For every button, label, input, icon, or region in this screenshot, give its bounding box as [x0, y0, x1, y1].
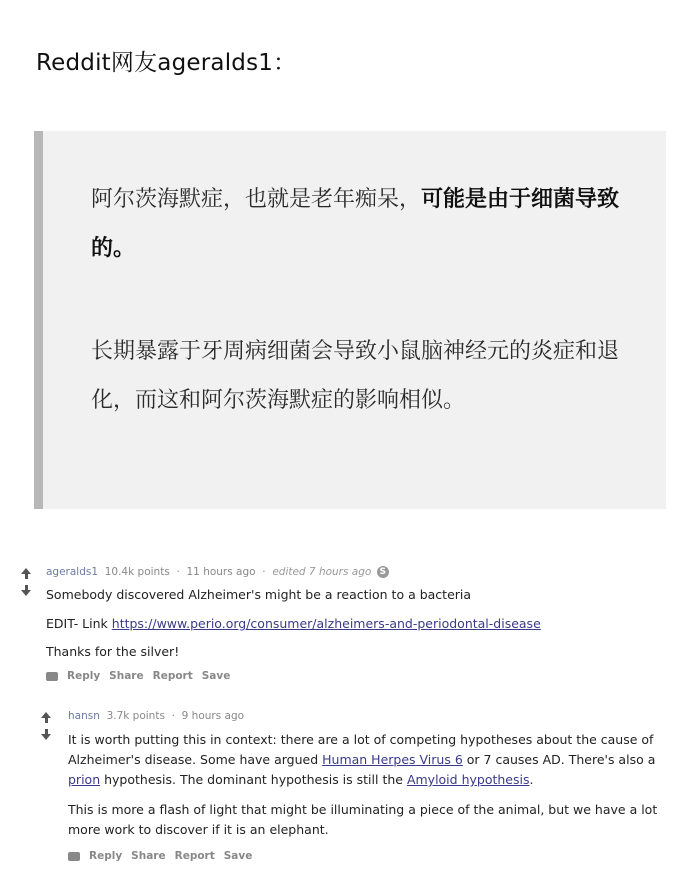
- quote-p1-normal: 阿尔茨海默症，也就是老年痴呆，: [91, 187, 422, 212]
- comment-meta: [46, 566, 389, 578]
- comment-author[interactable]: ageralds1: [46, 566, 99, 578]
- quote-paragraph-1: [91, 175, 634, 273]
- comment-paragraph-1: [68, 730, 668, 790]
- comment-bubble-icon: [46, 672, 58, 681]
- save-button[interactable]: Save: [201, 670, 231, 682]
- report-button[interactable]: Report: [174, 850, 215, 862]
- reply-button[interactable]: Reply: [67, 670, 101, 682]
- post-heading: Reddit网友ageralds1：: [36, 50, 297, 76]
- para-text: It is worth putting this in context: there are a lot of competing hypotheses about the cause of Alzheimer's disease. Some have argued: [68, 732, 654, 767]
- edit-link[interactable]: https://www.perio.org/consumer/alzheimers-and-periodontal-disease: [111, 616, 541, 631]
- report-button[interactable]: Report: [152, 670, 193, 682]
- comment-meta: [68, 710, 244, 722]
- meta-separator: ·: [262, 566, 266, 578]
- herpes-link[interactable]: Human Herpes Virus 6: [322, 752, 463, 767]
- comment-edit-line: [46, 614, 666, 634]
- para-text: or 7 causes AD. There's also a: [462, 752, 656, 767]
- meta-separator: ·: [176, 566, 180, 578]
- silver-award-icon: S: [377, 566, 389, 578]
- quote-block: [34, 131, 666, 509]
- share-button[interactable]: Share: [109, 670, 144, 682]
- upvote-arrow-icon[interactable]: [38, 712, 54, 723]
- save-button[interactable]: Save: [223, 850, 253, 862]
- comment-actions: [68, 850, 261, 862]
- share-button[interactable]: Share: [131, 850, 166, 862]
- comment-line-1: Somebody discovered Alzheimer's might be a reaction to a bacteria: [46, 587, 472, 602]
- comment-points: 3.7k points: [106, 710, 165, 722]
- para-text: .: [529, 772, 534, 787]
- meta-separator: ·: [171, 710, 175, 722]
- comment-thanks-line: Thanks for the silver!: [46, 644, 180, 659]
- reply-button[interactable]: Reply: [89, 850, 123, 862]
- quote-paragraph-2: 长期暴露于牙周病细菌会导致小鼠脑神经元的炎症和退化，而这和阿尔茨海默症的影响相似。: [91, 339, 620, 413]
- downvote-arrow-icon[interactable]: [18, 585, 34, 596]
- downvote-arrow-icon[interactable]: [38, 729, 54, 740]
- comment-points: 10.4k points: [104, 566, 170, 578]
- prion-link[interactable]: prion: [68, 772, 101, 787]
- para-text: hypothesis. The dominant hypothesis is still the: [100, 772, 407, 787]
- comment-actions: [46, 670, 239, 682]
- comment-author[interactable]: hansn: [68, 710, 100, 722]
- vote-controls: [38, 712, 54, 740]
- comment-time: 11 hours ago: [186, 566, 256, 578]
- vote-controls: [18, 568, 34, 596]
- comment-edited: edited 7 hours ago: [272, 566, 372, 578]
- comment-bubble-icon: [68, 852, 80, 861]
- quote-p1-bold: 可能是由于细菌导致的。: [91, 187, 620, 261]
- amyloid-link[interactable]: Amyloid hypothesis: [406, 772, 530, 787]
- upvote-arrow-icon[interactable]: [18, 568, 34, 579]
- comment-paragraph-2: This is more a flash of light that might be illuminating a piece of the animal, but we have a lot more work to discover if it is an elephant.: [68, 802, 658, 837]
- comment-time: 9 hours ago: [181, 710, 245, 722]
- edit-prefix: EDIT- Link: [46, 616, 112, 631]
